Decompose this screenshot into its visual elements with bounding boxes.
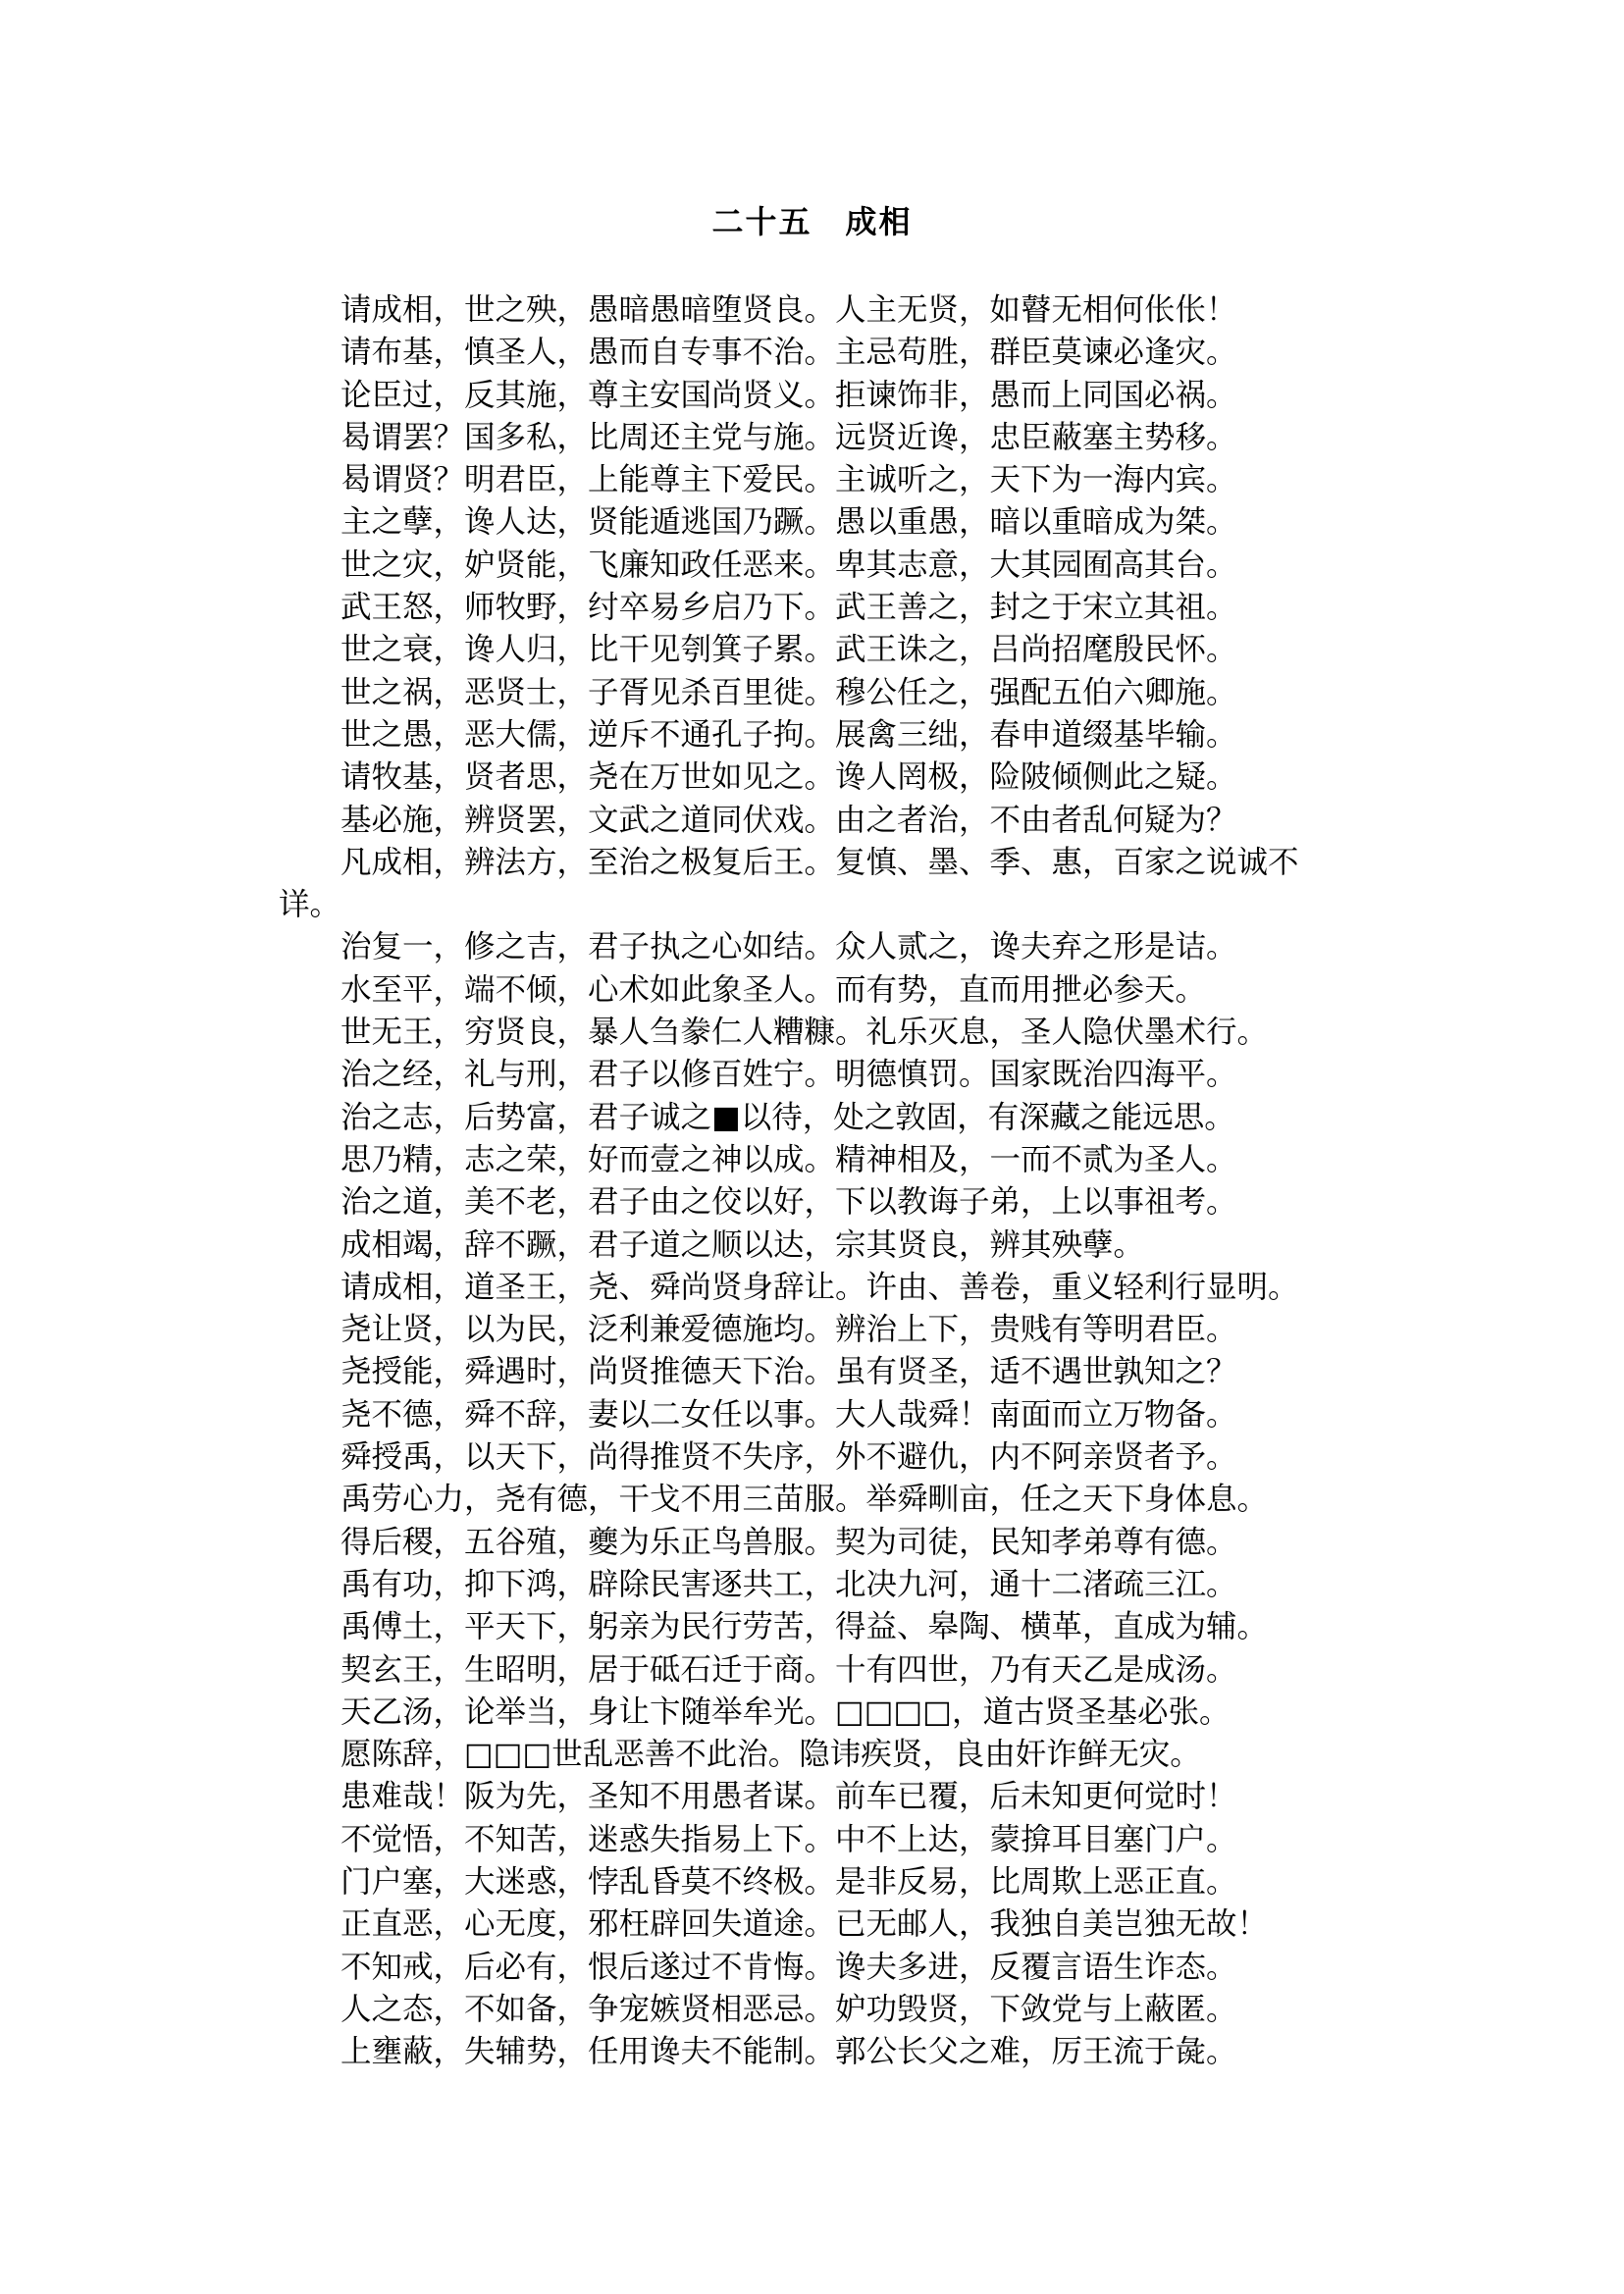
verse-line: 治之经，礼与刑，君子以修百姓宁。明德慎罚。国家既治四海平。 — [341, 1057, 1237, 1093]
verse-line: 患难哉！阪为先，圣知不用愚者谋。前车已覆，后未知更何觉时！ — [341, 1779, 1237, 1815]
verse-line: 治之道，美不老，君子由之佼以好，下以教诲子弟，上以事祖考。 — [341, 1184, 1237, 1221]
verse-line: 人之态，不如备，争宠嫉贤相恶忌。妒功毁贤，下敛党与上蔽匿。 — [341, 1991, 1237, 2027]
verse-line: 契玄王，生昭明，居于砥石迁于商。十有四世，乃有天乙是成汤。 — [341, 1651, 1237, 1688]
verse-line: 请牧基，贤者思，尧在万世如见之。谗人罔极，险陂倾侧此之疑。 — [341, 759, 1237, 796]
verse-line: 门户塞，大迷惑，悖乱昏莫不终极。是非反易，比周欺上恶正直。 — [341, 1863, 1237, 1900]
verse-line: 水至平，端不倾，心术如此象圣人。而有势，直而用抴必参天。 — [341, 971, 1207, 1008]
verse-line: 凡成相，辨法方，至治之极复后王。复慎、墨、季、惠，百家之说诚不详。 — [279, 844, 1299, 923]
verse-line: 世之衰，谗人归，比干见刳箕子累。武王诛之，吕尚招麾殷民怀。 — [341, 632, 1237, 668]
verse-line: 论臣过，反其施，尊主安国尚贤义。拒谏饰非，愚而上同国必祸。 — [341, 377, 1237, 413]
verse-line: 上壅蔽，失辅势，任用谗夫不能制。郭公长父之难，厉王流于彘。 — [341, 2034, 1237, 2070]
verse-body — [279, 289, 1378, 2073]
verse-line: 基必施，辨贤罢，文武之道同伏戏。由之者治，不由者乱何疑为？ — [341, 802, 1237, 838]
verse-line: 世之祸，恶贤士，子胥见杀百里徙。穆公任之，强配五伯六卿施。 — [341, 674, 1237, 710]
verse-line: 请成相，道圣王，尧、舜尚贤身辞让。许由、善卷，重义轻利行显明。 — [341, 1269, 1299, 1305]
verse-line: 正直恶，心无度，邪枉辟回失道途。已无邮人，我独自美岂独无故！ — [341, 1906, 1269, 1943]
verse-line: 尧不德，舜不辞，妻以二女任以事。大人哉舜！南面而立万物备。 — [341, 1396, 1237, 1433]
verse-line: 尧授能，舜遇时，尚贤推德天下治。虽有贤圣，适不遇世孰知之？ — [341, 1354, 1237, 1390]
verse-line: 世无王，穷贤良，暴人刍豢仁人糟糠。礼乐灭息，圣人隐伏墨术行。 — [341, 1015, 1269, 1051]
verse-line: 得后稷，五谷殖，夔为乐正鸟兽服。契为司徒，民知孝弟尊有德。 — [341, 1524, 1237, 1560]
verse-line: 禹有功，抑下鸿，辟除民害逐共工，北决九河，通十二渚疏三江。 — [341, 1566, 1237, 1602]
verse-line: 请布基，慎圣人，愚而自专事不治。主忌苟胜，群臣莫谏必逢灾。 — [341, 335, 1237, 371]
verse-line: 天乙汤，论举当，身让卞随举牟光。□□□□，道古贤圣基必张。 — [341, 1694, 1231, 1730]
verse-line: 曷谓罢？国多私，比周还主党与施。远贤近谗，忠臣蔽塞主势移。 — [341, 419, 1237, 455]
verse-line: 禹傅土，平天下，躬亲为民行劳苦，得益、皋陶、横革，直成为辅。 — [341, 1609, 1269, 1645]
verse-line: 思乃精，志之荣，好而壹之神以成。精神相及，一而不贰为圣人。 — [341, 1141, 1237, 1177]
verse-line: 舜授禹，以天下，尚得推贤不失序，外不避仇，内不阿亲贤者予。 — [341, 1439, 1237, 1476]
verse-line: 治复一，修之吉，君子执之心如结。众人贰之，谗夫弃之形是诘。 — [341, 929, 1237, 965]
verse-line: 禹劳心力，尧有德，干戈不用三苗服。举舜甽亩，任之天下身体息。 — [341, 1482, 1269, 1518]
verse-line: 武王怒，师牧野，纣卒易乡启乃下。武王善之，封之于宋立其祖。 — [341, 590, 1237, 626]
verse-line: 主之孽，谗人达，贤能遁逃国乃蹶。愚以重愚，暗以重暗成为桀。 — [341, 504, 1237, 541]
verse-line: 世之灾，妒贤能，飞廉知政任恶来。卑其志意，大其园囿高其台。 — [341, 547, 1237, 583]
verse-line: 尧让贤，以为民，泛利兼爱德施均。辨治上下，贵贱有等明君臣。 — [341, 1312, 1237, 1348]
verse-line: 愿陈辞，□□□世乱恶善不此治。隐讳疾贤，良由奸诈鲜无灾。 — [341, 1737, 1201, 1773]
verse-line: 请成相，世之殃，愚暗愚暗堕贤良。人主无贤，如瞽无相何伥伥！ — [341, 292, 1237, 328]
verse-line: 不知戒，后必有，恨后遂过不肯悔。谗夫多进，反覆言语生诈态。 — [341, 1949, 1237, 1985]
chapter-title: 二十五 成相 — [711, 203, 913, 240]
verse-line: 治之志，后势富，君子诚之■以待，处之敦固，有深藏之能远思。 — [341, 1099, 1235, 1135]
verse-line: 世之愚，恶大儒，逆斥不通孔子拘。展禽三绌，春申道缀基毕输。 — [341, 716, 1237, 753]
verse-line: 成相竭，辞不蹶，君子道之顺以达，宗其贤良，辨其殃孽。 — [341, 1226, 1145, 1263]
verse-line: 曷谓贤？明君臣，上能尊主下爱民。主诚听之，天下为一海内宾。 — [341, 462, 1237, 498]
verse-line: 不觉悟，不知苦，迷惑失指易上下。中不上达，蒙揜耳目塞门户。 — [341, 1821, 1237, 1857]
